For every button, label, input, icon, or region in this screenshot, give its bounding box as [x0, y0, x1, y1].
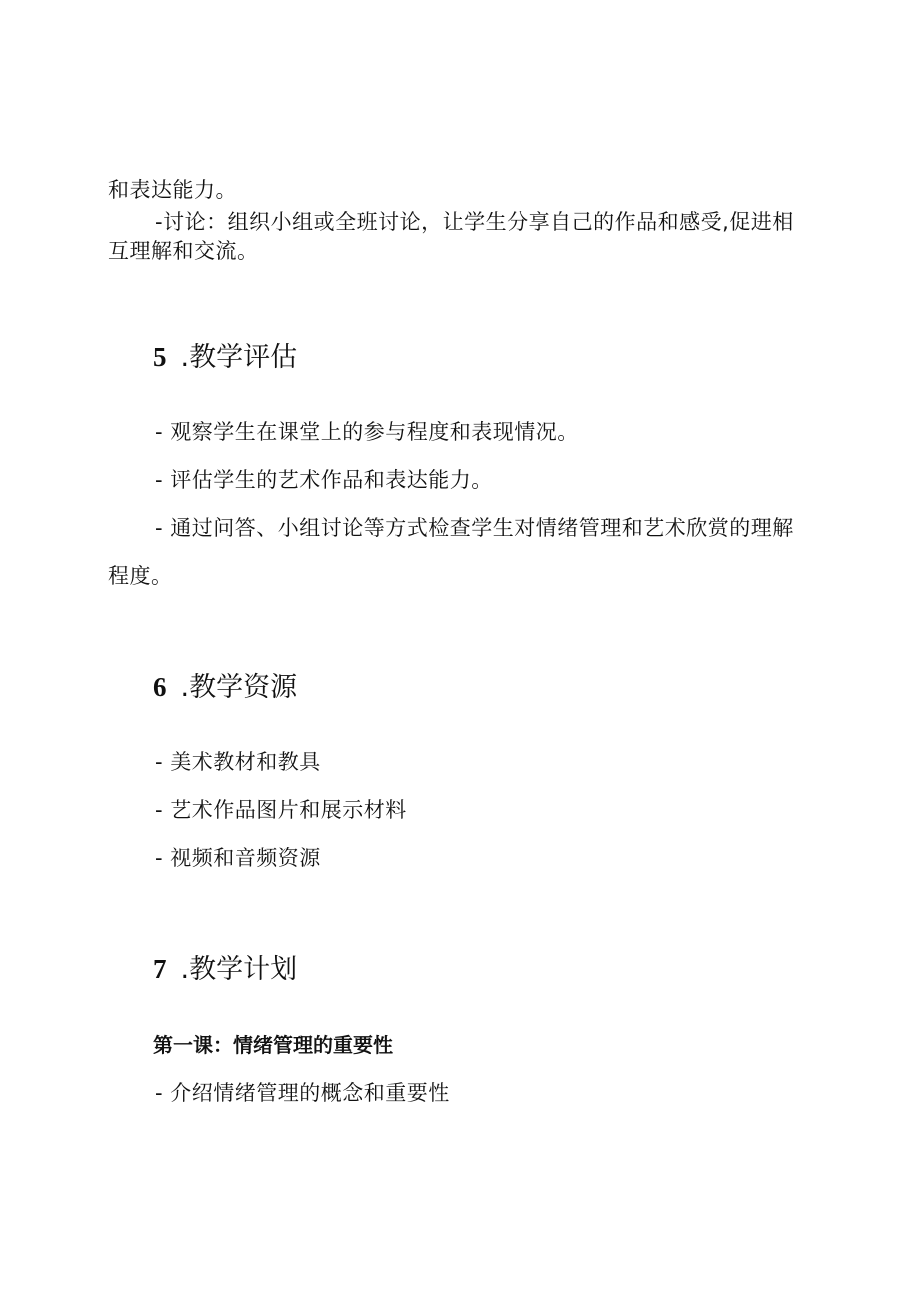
paragraph-continuation: 和表达能力。	[108, 178, 237, 202]
section-5-title: .教学评估	[180, 342, 298, 373]
section-5-item-3: - 通过问答、小组讨论等方式检查学生对情绪管理和艺术欣赏的理解	[155, 516, 794, 540]
discussion-line-2: 互理解和交流。	[108, 239, 259, 263]
section-7-title: .教学计划	[180, 954, 298, 985]
section-7-number: 7	[153, 954, 167, 984]
lesson-1-item-1: - 介绍情绪管理的概念和重要性	[155, 1081, 450, 1105]
discussion-line-1: -讨论：组织小组或全班讨论，让学生分享自己的作品和感受,促进相	[155, 210, 794, 234]
section-7-heading	[153, 951, 297, 988]
section-5-item-2: - 评估学生的艺术作品和表达能力。	[155, 468, 493, 492]
lesson-1-title: 第一课：情绪管理的重要性	[153, 1033, 393, 1057]
section-5-item-3-continuation: 程度。	[108, 564, 173, 588]
section-5-number: 5	[153, 342, 167, 372]
section-6-item-3: - 视频和音频资源	[155, 846, 321, 870]
section-5-heading	[153, 339, 297, 376]
section-6-title: .教学资源	[180, 672, 298, 703]
section-6-item-2: - 艺术作品图片和展示材料	[155, 798, 407, 822]
section-6-number: 6	[153, 672, 167, 702]
section-6-heading	[153, 669, 297, 706]
section-6-item-1: - 美术教材和教具	[155, 750, 321, 774]
section-5-item-1: - 观察学生在课堂上的参与程度和表现情况。	[155, 420, 579, 444]
